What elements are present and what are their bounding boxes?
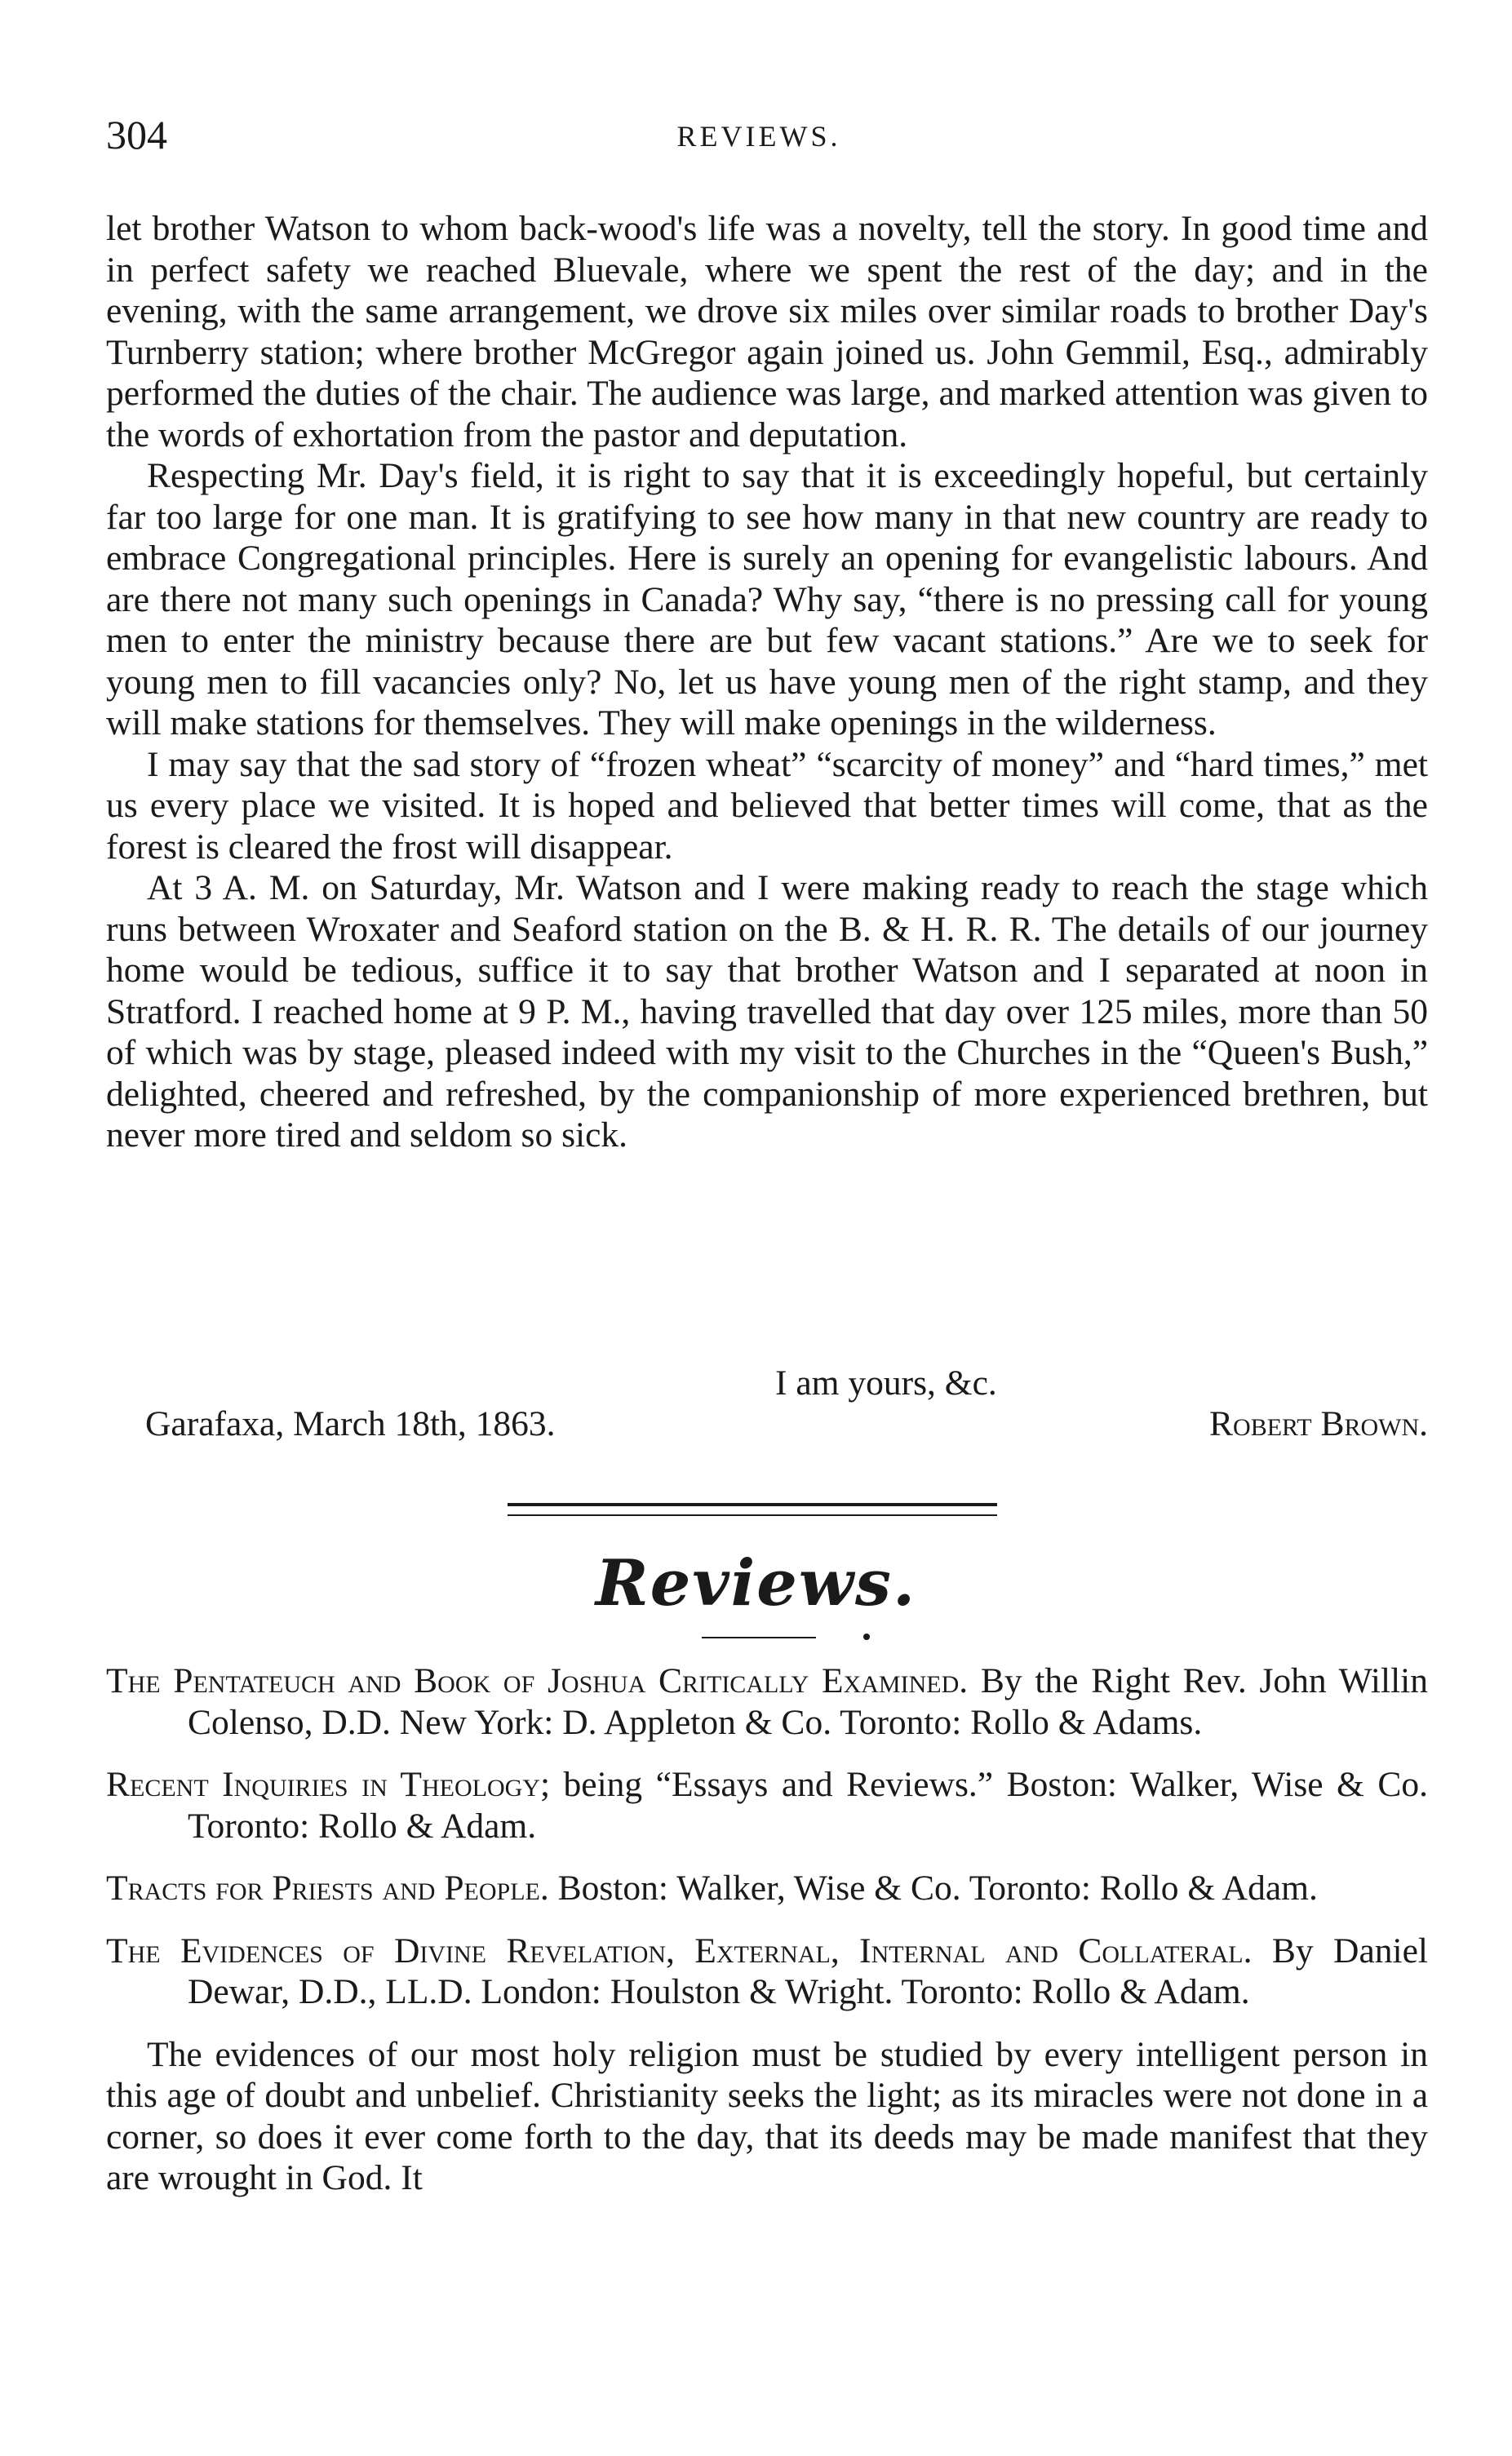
- heading-ornament: [863, 1634, 870, 1640]
- signature: Robert Brown.: [1209, 1404, 1428, 1443]
- review-title: The Evidences of Divine Revelation, External, Internal and Collateral.: [106, 1931, 1253, 1971]
- closing-line: [145, 1403, 1428, 1452]
- review-entry: [106, 1868, 1428, 1909]
- review-title: Tracts for Priests and People.: [106, 1869, 549, 1908]
- review-title: The Pentateuch and Book of Joshua Critically Examined.: [106, 1661, 969, 1700]
- review-details: By Daniel Dewar, D.D., LL.D. London: Houlston & Wright. Toronto: Rollo & Adam.: [188, 1931, 1429, 2011]
- page-number: 304: [106, 112, 167, 157]
- dateline: Garafaxa, March 18th, 1863.: [145, 1404, 556, 1443]
- section-rule-thick: [508, 1503, 997, 1506]
- review-title: Recent Inquiries in Theology;: [106, 1765, 551, 1804]
- paragraph-journey-home: At 3 A. M. on Saturday, Mr. Watson and I were making ready to reach the stage which runs between Wroxater and Seaford station on the B. & H. R. R. The details of our journey home would be tedious, suffice it to say that brother Watson and I separated at noon in Stratford. I reached home at 9 P. M., having travelled that day over 125 miles, more than 50 of which was by stage, pleased indeed with my visit to the Churches in the “Queen's Bush,” delighted, cheered and refreshed, by the companionship of more experienced brethren, but never more tired and seldom so sick.: [106, 868, 1428, 1155]
- review-details: Boston: Walker, Wise & Co. Toronto: Rollo & Adam.: [557, 1869, 1318, 1908]
- section-heading: Reviews.: [595, 1546, 917, 1620]
- review-details: By the Right Rev. John Willin Colenso, D.D. New York: D. Appleton & Co. Toronto: Rollo & Adams.: [188, 1661, 1429, 1742]
- paragraph-continuation: let brother Watson to whom back-wood's life was a novelty, tell the story. In good time and in perfect safety we reached Bluevale, where we spent the rest of the day; and in the evening, with the same arrangement, we drove six miles over similar roads to brother Day's Turnberry station; where brother McGregor again joined us. John Gemmil, Esq., admirably performed the duties of the chair. The audience was large, and marked attention was given to the words of exhortation from the pastor and deputation.: [106, 209, 1428, 454]
- review-entry: [106, 1660, 1428, 1743]
- paragraph-field: Respecting Mr. Day's field, it is right to say that it is exceedingly hopeful, but certainly far too large for one man. It is gratifying to see how many in that new country are ready to embrace Congregational principles. Here is surely an opening for evangelistic labours. And are there not many such openings in Canada? Why say, “there is no pressing call for young men to enter the ministry because there are but few vacant stations.” Are we to seek for young men to fill vacancies only? No, let us have young men of the right stamp, and they will make stations for themselves. They will make openings in the wilderness.: [106, 456, 1428, 743]
- letter-body: [106, 208, 1428, 1156]
- review-entry: [106, 1764, 1428, 1846]
- review-entry: [106, 1931, 1428, 2013]
- heading-underline: [702, 1637, 816, 1638]
- reviews-list: [106, 1660, 1428, 2199]
- closing-greeting: I am yours, &c.: [775, 1363, 997, 1403]
- page-header: [106, 111, 1412, 168]
- running-head: REVIEWS.: [676, 120, 841, 153]
- review-details: being “Essays and Reviews.” Boston: Walker, Wise & Co. Toronto: Rollo & Adam.: [188, 1765, 1428, 1846]
- review-body-paragraph: The evidences of our most holy religion must be studied by every intelligent person in this age of doubt and unbelief. Christianity seeks the light; as its miracles were not done in a corner, so does it ever come forth to the day, that its deeds may be made manifest that they are wrought in God. It: [106, 2034, 1428, 2197]
- section-rule-thin: [508, 1514, 997, 1516]
- paragraph-hard-times: I may say that the sad story of “frozen wheat” “scarcity of money” and “hard times,” met us every place we visited. It is hoped and believed that better times will come, that as the forest is cleared the frost will disappear.: [106, 744, 1428, 867]
